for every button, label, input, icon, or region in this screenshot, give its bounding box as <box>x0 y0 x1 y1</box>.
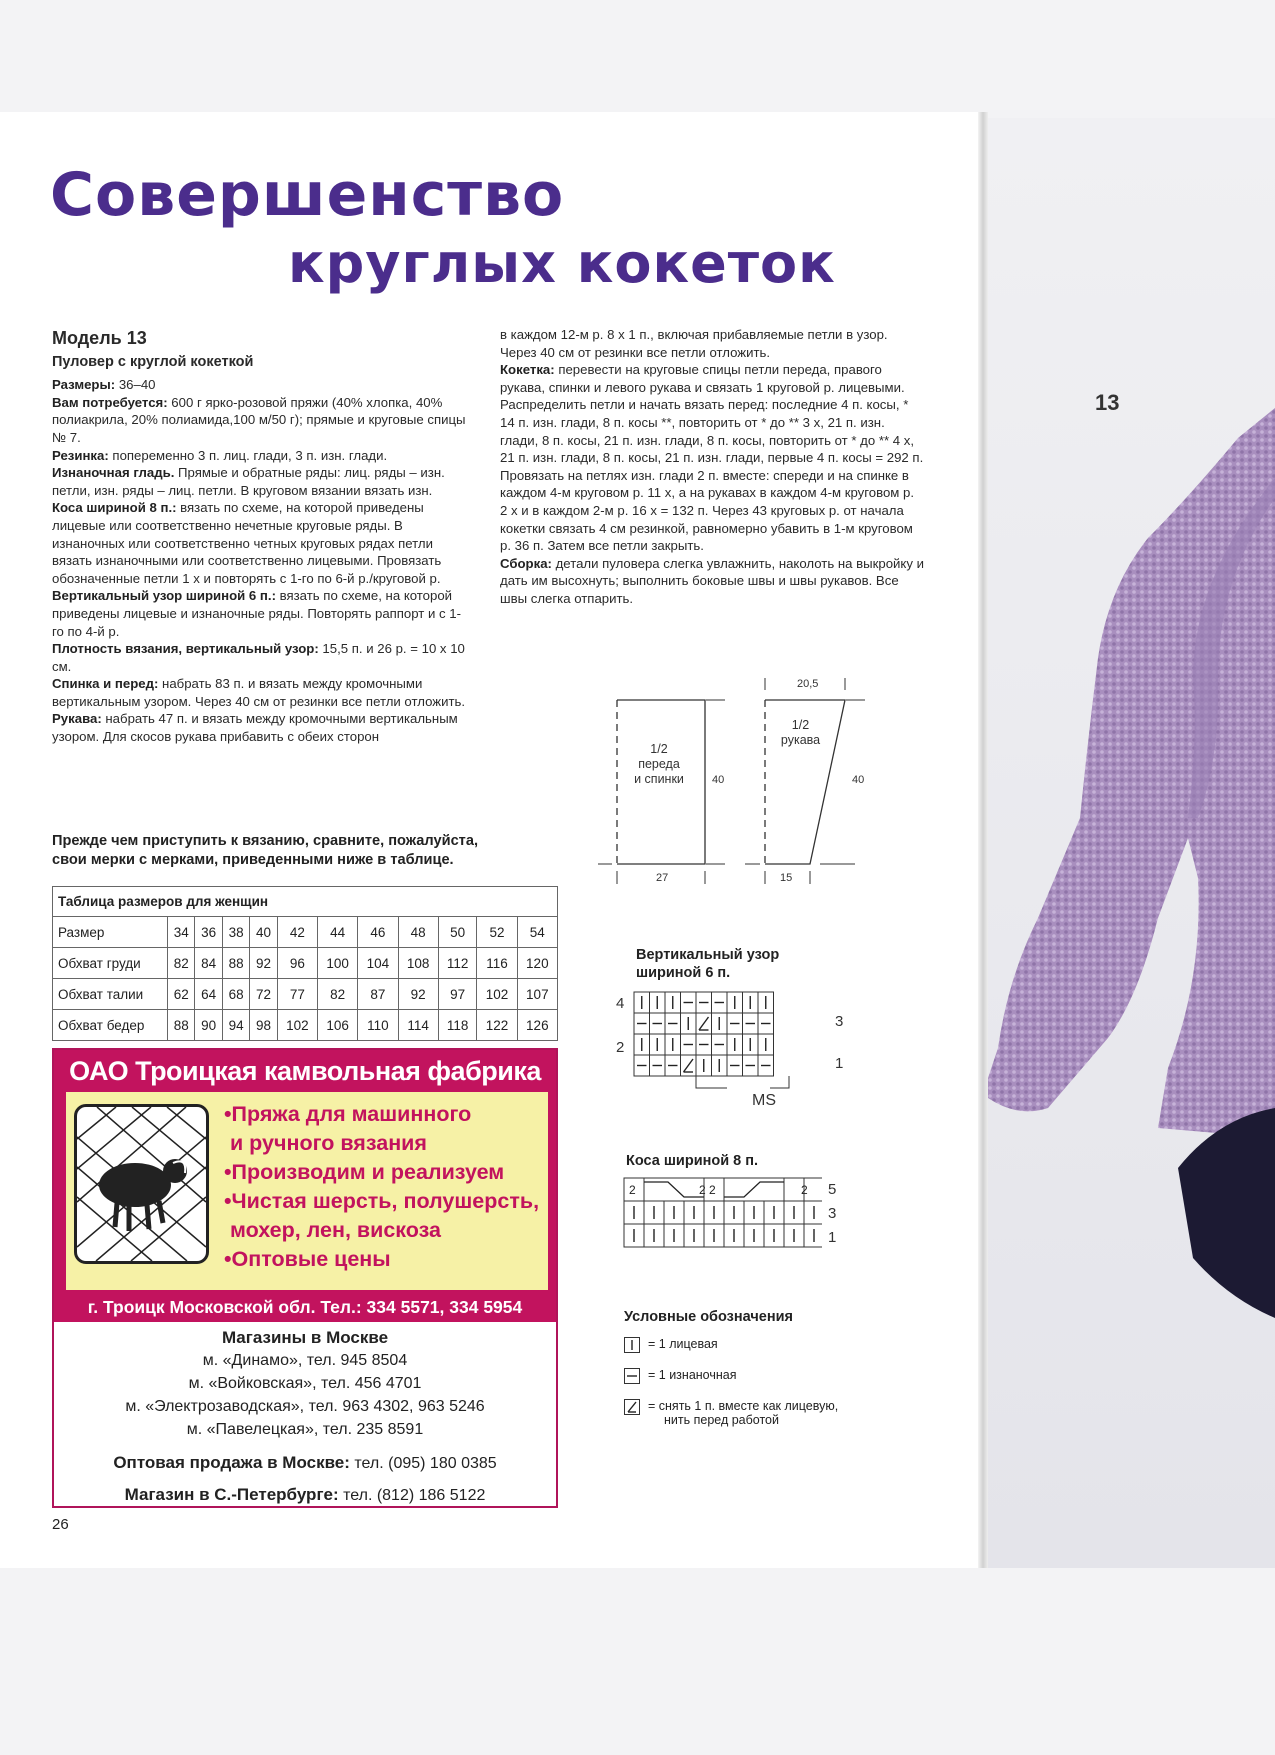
article-column-1 <box>52 330 472 746</box>
vscheme-row-2: 2 <box>616 1039 625 1056</box>
cable-cell-number: 2 <box>801 1183 808 1197</box>
front-label: 1/2 переда и спинки <box>634 742 684 786</box>
scheme-cell <box>696 1013 712 1034</box>
cable-scheme-grid <box>622 1176 822 1252</box>
ad-bullet: •Чистая шерсть, полушерсть, <box>224 1189 540 1213</box>
ad-shop-item: м. «Войковская», тел. 456 4701 <box>188 1375 422 1392</box>
ad-phone-line: г. Троицк Московской обл. Тел.: 334 5571, 334 5954 <box>87 1297 523 1317</box>
table-cell: 36 <box>195 917 222 948</box>
table-cell: 112 <box>438 948 477 979</box>
model-subtitle: Пуловер с круглой кокеткой <box>52 353 254 370</box>
ad-bullet: •Производим и реализуем <box>224 1160 505 1184</box>
ad-shops <box>54 1322 556 1507</box>
column-1-body <box>52 376 472 745</box>
scheme-cell <box>624 1224 644 1247</box>
ad-bullet: мохер, лен, вискоза <box>224 1218 441 1242</box>
legend-item-decrease: = снять 1 п. вместе как лицевую, нить перед работой <box>624 1399 838 1427</box>
scheme-cell <box>665 1013 681 1034</box>
table-cell: 92 <box>398 979 438 1010</box>
table-cell: 90 <box>195 1010 222 1041</box>
scheme-cell <box>712 992 728 1013</box>
scheme-cell <box>784 1224 804 1247</box>
scheme-cell <box>727 1055 743 1076</box>
sheep-logo-icon <box>74 1104 209 1264</box>
legend-title: Условные обозначения <box>624 1309 793 1325</box>
scheme-cell <box>758 992 774 1013</box>
ad-shop-item: м. «Павелецкая», тел. 235 8591 <box>186 1421 424 1438</box>
scheme-cell <box>681 1055 697 1076</box>
cable-row-1: 1 <box>828 1229 837 1246</box>
scheme-cell <box>744 1224 764 1247</box>
ad-shops-list <box>54 1349 556 1441</box>
column-1-paragraph: Вам потребуется: 600 г ярко-розовой пряжи (40% хлопка, 40% полиакрила, 20% полиамида,100 м/50 г); прямые и круговые спицы № 7. <box>52 394 466 445</box>
scheme-cell <box>665 1055 681 1076</box>
scheme-cell <box>743 1055 759 1076</box>
ad-shops-title: Магазины в Москве <box>221 1328 389 1347</box>
table-cell: 116 <box>477 948 517 979</box>
scheme-cell <box>743 992 759 1013</box>
scheme-cell <box>665 1034 681 1055</box>
column-1-paragraph: Плотность вязания, вертикальный узор: 15,5 п. и 26 р. = 10 х 10 см. <box>52 641 465 674</box>
table-cell: 68 <box>222 979 249 1010</box>
row-label: Обхват груди <box>53 948 168 979</box>
ad-spb-phone: тел. (812) 186 5122 <box>338 1487 486 1504</box>
scheme-cell <box>784 1201 804 1224</box>
legend-item-knit: = 1 лицевая <box>624 1337 718 1351</box>
table-cell: 88 <box>168 1010 195 1041</box>
ad-shop-item: м. «Электрозаводская», тел. 963 4302, 963 5246 <box>125 1398 485 1415</box>
table-cell: 110 <box>358 1010 398 1041</box>
ad-wholesale-label: Оптовая продажа в Москве: <box>113 1453 350 1472</box>
table-cell: 104 <box>358 948 398 979</box>
scheme-cell <box>681 1013 697 1034</box>
cable-row-3: 3 <box>828 1205 837 1222</box>
vscheme-row-3: 3 <box>835 1013 844 1030</box>
purl-symbol-icon <box>624 1368 640 1384</box>
scheme-cell <box>681 1034 697 1055</box>
scheme-cell <box>744 1201 764 1224</box>
row-label: Обхват талии <box>53 979 168 1010</box>
table-cell: 50 <box>438 917 477 948</box>
scheme-cell <box>712 1055 728 1076</box>
table-cell: 62 <box>168 979 195 1010</box>
scheme-cell <box>650 992 666 1013</box>
table-cell: 102 <box>477 979 517 1010</box>
knit-symbol-icon <box>624 1337 640 1353</box>
table-cell: 40 <box>250 917 277 948</box>
column-1-paragraph: Коса шириной 8 п.: вязать по схеме, на которой приведены лицевые или соответственно нечетные круговые ряды. В изнаночных или соответственно четных круговых рядах петли вязать изнаночными или соответственно лицевыми. Провязать обозначенные петли 1 х и повторять с 1-го по 6-й р./круговой р. <box>52 500 442 586</box>
ad-company-name: ОАО Троицкая камвольная фабрика <box>54 1050 556 1092</box>
size-table <box>52 886 558 1041</box>
scheme-cell <box>758 1034 774 1055</box>
page-gutter <box>978 112 988 1568</box>
vscheme-repeat-label: MS <box>752 1092 776 1109</box>
scheme-cell <box>704 1224 724 1247</box>
table-cell: 108 <box>398 948 438 979</box>
table-cell: 122 <box>477 1010 517 1041</box>
scheme-cell <box>727 1034 743 1055</box>
vscheme-row-1: 1 <box>835 1055 844 1072</box>
ad-wholesale-phone: тел. (095) 180 0385 <box>349 1455 497 1472</box>
article-column-2 <box>500 326 925 608</box>
scheme-cell <box>665 992 681 1013</box>
scheme-cell <box>644 1224 664 1247</box>
table-cell: 88 <box>222 948 249 979</box>
column-2-paragraph: Кокетка: перевести на круговые спицы петли переда, правого рукава, спинки и левого рукава и связать 1 круговой р. лицевыми. Распределить петли и начать вязать перед: последние 4 п. косы, * 14 п. изн. глади, 8 п. косы **, повторить от * до ** 3 х, 21 п. изн. глади, 8 п. косы, 21 п. изн. глади, 8 п. косы, повторить от * до ** 4 х, 21 п. изн. глади, 8 п. косы, 21 п. изн. глади, первые 4 п. косы = 292 п. Провязать на петлях изн. глади 2 п. вместе: спереди и на спинке в каждом 4-м круговом р. 11 х, а на рукавах в каждом 4-м круговом р. 2 х и в каждом 2-м р. 16 х = 132 п. Через 43 круговых р. от начала кокетки связать 4 см резинкой, равномерно убавить в 1-м круговом р. 36 п. Затем все петли закрыть. <box>500 362 924 554</box>
photo-page <box>988 118 1275 1568</box>
scheme-cell <box>727 992 743 1013</box>
column-1-paragraph: Вертикальный узор шириной 6 п.: вязать по схеме, на которой приведены лицевые и изнаночные ряды. Повторять раппорт и с 1-го по 4-й р. <box>52 588 462 639</box>
column-1-paragraph: Рукава: набрать 47 п. и вязать между кромочными вертикальным узором. Для скосов рукава прибавить с обеих сторон <box>52 711 458 745</box>
scheme-cell <box>724 1224 744 1247</box>
table-cell: 84 <box>195 948 222 979</box>
cable-row-5: 5 <box>828 1181 837 1198</box>
row-label: Обхват бедер <box>53 1010 168 1041</box>
legend-item-purl: = 1 изнаночная <box>624 1368 736 1382</box>
table-cell: 114 <box>398 1010 438 1041</box>
sleeve-top-label: 20,5 <box>797 678 819 690</box>
sleeve-height-label: 40 <box>852 774 865 786</box>
sweater-photo <box>988 118 1275 1568</box>
table-row <box>53 1010 558 1041</box>
scheme-cell <box>712 1034 728 1055</box>
scheme-cell <box>634 1034 650 1055</box>
table-cell: 120 <box>517 948 557 979</box>
cable-cell-number: 2 <box>699 1183 706 1197</box>
scheme-cell <box>634 1013 650 1034</box>
scheme-cell <box>743 1034 759 1055</box>
vertical-scheme-title: Вертикальный узор шириной 6 п. <box>636 947 780 981</box>
table-cell: 107 <box>517 979 557 1010</box>
table-cell: 54 <box>517 917 557 948</box>
table-cell: 106 <box>318 1010 358 1041</box>
cable-cell-number: 2 <box>629 1183 636 1197</box>
ad-spb <box>54 1483 556 1507</box>
headline-line-2: круглых кокеток <box>288 232 836 295</box>
table-cell: 98 <box>250 1010 277 1041</box>
scheme-cell <box>758 1013 774 1034</box>
table-cell: 82 <box>168 948 195 979</box>
table-cell: 44 <box>318 917 358 948</box>
front-width-label: 27 <box>656 872 669 884</box>
ad-bullet-list <box>224 1100 540 1274</box>
table-row <box>53 917 558 948</box>
scheme-cell <box>650 1034 666 1055</box>
ad-spb-label: Магазин в С.-Петербурге: <box>124 1485 339 1504</box>
table-cell: 48 <box>398 917 438 948</box>
ad-wholesale <box>54 1451 556 1475</box>
scheme-cell <box>650 1013 666 1034</box>
table-cell: 92 <box>250 948 277 979</box>
vertical-scheme-grid <box>610 988 850 1108</box>
repeat-bracket <box>696 1076 727 1088</box>
scheme-cell <box>681 992 697 1013</box>
scheme-cell <box>764 1201 784 1224</box>
scheme-cell <box>704 1201 724 1224</box>
scheme-cell <box>696 1034 712 1055</box>
scheme-cell <box>804 1201 822 1224</box>
column-1-paragraph: Размеры: 36–40 <box>52 377 156 393</box>
table-cell: 94 <box>222 1010 249 1041</box>
table-cell: 118 <box>438 1010 477 1041</box>
table-cell: 34 <box>168 917 195 948</box>
table-cell: 64 <box>195 979 222 1010</box>
decrease-symbol-icon <box>624 1399 640 1415</box>
table-cell: 77 <box>277 979 317 1010</box>
scheme-cell <box>644 1201 664 1224</box>
ad-bullet: •Пряжа для машинного <box>224 1102 472 1126</box>
column-2-paragraph: в каждом 12-м р. 8 х 1 п., включая прибавляемые петли в узор. Через 40 см от резинки все петли отложить. <box>500 327 888 360</box>
cable-cell-number: 2 <box>709 1183 716 1197</box>
scheme-cell <box>712 1013 728 1034</box>
scheme-cell <box>684 1201 704 1224</box>
table-cell: 72 <box>250 979 277 1010</box>
scheme-cell <box>724 1201 744 1224</box>
scheme-cell <box>634 992 650 1013</box>
advertisement <box>52 1048 558 1508</box>
row-label: Размер <box>53 917 168 948</box>
scheme-cell <box>743 1013 759 1034</box>
scheme-cell <box>664 1224 684 1247</box>
ad-bullet: и ручного вязания <box>224 1131 427 1155</box>
table-cell: 87 <box>358 979 398 1010</box>
scheme-cell <box>758 1055 774 1076</box>
headline-line-1: Совершенство <box>50 160 565 230</box>
photo-model-number: 13 <box>1095 390 1120 415</box>
scheme-cell <box>727 1013 743 1034</box>
table-cell: 96 <box>277 948 317 979</box>
vscheme-row-4: 4 <box>616 995 625 1012</box>
sleeve-label: 1/2 рукава <box>780 718 821 747</box>
scheme-cell <box>624 1201 644 1224</box>
column-1-paragraph: Изнаночная гладь. Прямые и обратные ряды: лиц. ряды – изн. петли, изн. ряды – лиц. петли. В круговом вязании вязать изн. <box>52 465 445 498</box>
scheme-cell <box>634 1055 650 1076</box>
column-2-body <box>500 326 925 608</box>
ad-shop-item: м. «Динамо», тел. 945 8504 <box>202 1352 408 1369</box>
scheme-cell <box>764 1224 784 1247</box>
scheme-cell <box>804 1224 822 1247</box>
sleeve-bottom-label: 15 <box>780 872 793 884</box>
table-row <box>53 979 558 1010</box>
column-1-paragraph: Резинка: попеременно 3 п. лиц. глади, 3 п. изн. глади. <box>52 447 388 463</box>
compare-note: Прежде чем приступить к вязанию, сравните, пожалуйста, свои мерки с мерками, приведенными ниже в таблице. <box>52 833 479 868</box>
scheme-cell <box>664 1201 684 1224</box>
table-cell: 102 <box>277 1010 317 1041</box>
table-row <box>53 948 558 979</box>
scheme-cell <box>696 992 712 1013</box>
ad-banner <box>54 1092 556 1322</box>
page-number: 26 <box>52 1516 69 1533</box>
front-height-label: 40 <box>712 774 725 786</box>
table-cell: 46 <box>358 917 398 948</box>
column-1-paragraph: Спинка и перед: набрать 83 п. и вязать между кромочными вертикальным узором. Через 40 см от резинки все петли отложить. <box>52 676 466 709</box>
table-cell: 52 <box>477 917 517 948</box>
table-cell: 38 <box>222 917 249 948</box>
table-cell: 97 <box>438 979 477 1010</box>
table-cell: 42 <box>277 917 317 948</box>
table-cell: 126 <box>517 1010 557 1041</box>
scheme-cell <box>650 1055 666 1076</box>
scheme-cell <box>684 1224 704 1247</box>
scheme-cell <box>696 1055 712 1076</box>
size-table-caption: Таблица размеров для женщин <box>53 887 558 917</box>
column-2-paragraph: Сборка: детали пуловера слегка увлажнить, наколоть на выкройку и дать им высохнуть; выполнить боковые швы и швы рукавов. Все швы слегка отпарить. <box>500 555 924 606</box>
table-cell: 100 <box>318 948 358 979</box>
table-cell: 82 <box>318 979 358 1010</box>
model-heading: Модель 13 <box>52 328 147 348</box>
ad-bullet: •Оптовые цены <box>224 1247 391 1271</box>
cable-scheme-title: Коса шириной 8 п. <box>626 1153 759 1169</box>
